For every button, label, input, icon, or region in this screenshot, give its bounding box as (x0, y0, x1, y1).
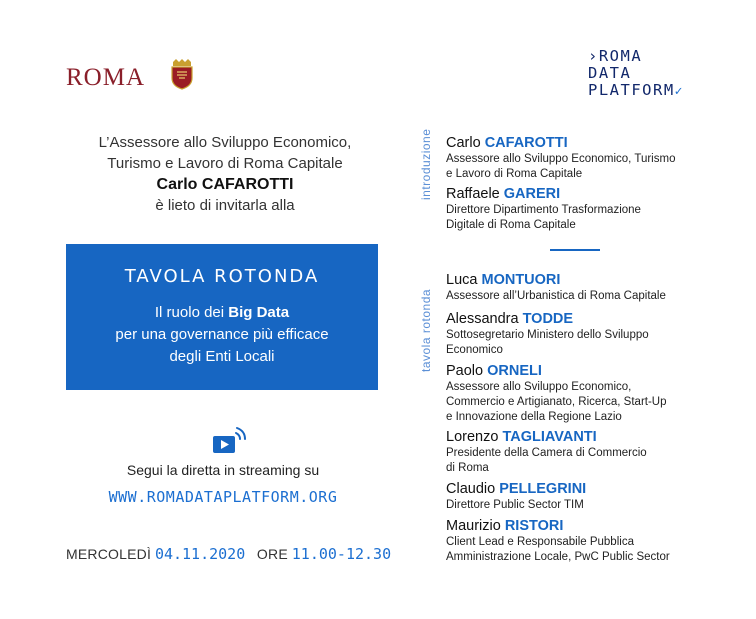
speaker-role: Assessore allo Sviluppo Economico, Turismo (446, 153, 676, 165)
streaming-text: Segui la diretta in streaming su (126, 462, 320, 478)
event-line-2: per una governance più efficace (115, 326, 329, 343)
event-line-1-bold: Big Data (228, 304, 290, 321)
date-time-line (66, 545, 391, 563)
speaker-ristori (446, 517, 736, 565)
speaker-todde (446, 310, 736, 358)
speaker-last-name: ORNELI (487, 363, 542, 379)
speaker-pellegrini (446, 480, 736, 513)
speaker-role: Assessore allo Sviluppo Economico, (446, 381, 632, 393)
event-box (66, 244, 378, 390)
event-line-3: degli Enti Locali (169, 348, 275, 365)
speaker-last-name: RISTORI (504, 518, 564, 534)
speaker-role: di Roma (446, 462, 489, 474)
invite-name: Carlo CAFAROTTI (156, 176, 294, 193)
speaker-first-name: Paolo (446, 363, 484, 379)
roma-crest-icon (170, 58, 194, 90)
speaker-cafarotti (446, 134, 736, 182)
invite-line-1: L’Assessore allo Sviluppo Economico, (98, 134, 352, 151)
event-title: TAVOLA ROTONDA (124, 266, 320, 287)
speaker-role: Presidente della Camera di Commercio (446, 447, 647, 459)
time-label: ORE (256, 546, 288, 562)
speaker-orneli (446, 362, 736, 425)
event-date: 04.11.2020 (154, 545, 246, 563)
speaker-role: Amministrazione Locale, PwC Public Sector (446, 551, 670, 563)
invite-line-4: è lieto di invitarla alla (155, 197, 295, 214)
speaker-role: Direttore Public Sector TIM (446, 499, 584, 511)
video-streaming-icon (212, 426, 248, 456)
speaker-tagliavanti (446, 428, 736, 476)
speaker-first-name: Luca (446, 272, 478, 288)
rdp-logo-line2: DATA (588, 64, 632, 82)
invitation-text (60, 132, 390, 216)
rdp-logo-line1: ›ROMA (588, 47, 643, 65)
speaker-montuori (446, 271, 736, 304)
speaker-role: Assessore all’Urbanistica di Roma Capitale (446, 290, 666, 302)
event-time: 11.00-12.30 (291, 545, 392, 563)
speaker-role: Direttore Dipartimento Trasformazione (446, 204, 641, 216)
section-label-introduzione: introduzione (419, 128, 433, 200)
roma-data-platform-logo (588, 48, 684, 100)
speaker-role: Sottosegretario Ministero dello Sviluppo (446, 329, 649, 341)
speaker-first-name: Lorenzo (446, 429, 499, 445)
speaker-last-name: TODDE (522, 311, 574, 327)
speaker-gareri (446, 185, 736, 233)
speaker-last-name: GARERI (503, 186, 561, 202)
invite-line-2: Turismo e Lavoro di Roma Capitale (107, 155, 343, 172)
speaker-first-name: Maurizio (446, 518, 501, 534)
speaker-role: Client Lead e Responsabile Pubblica (446, 536, 634, 548)
speaker-role: e Innovazione della Regione Lazio (446, 411, 622, 423)
speaker-first-name: Claudio (446, 481, 496, 497)
speaker-first-name: Carlo (446, 135, 481, 151)
speaker-last-name: PELLEGRINI (499, 481, 587, 497)
speaker-role: Digitale di Roma Capitale (446, 219, 576, 231)
speaker-first-name: Raffaele (446, 186, 500, 202)
streaming-link[interactable]: WWW.ROMADATAPLATFORM.ORG (108, 488, 338, 506)
speaker-role: Economico (446, 344, 503, 356)
rdp-logo-line3: PLATFORM (588, 81, 675, 99)
speaker-last-name: CAFAROTTI (484, 135, 568, 151)
roma-logo-text: ROMA (66, 64, 146, 91)
speaker-first-name: Alessandra (446, 311, 519, 327)
section-divider (550, 249, 600, 251)
speaker-last-name: MONTUORI (481, 272, 561, 288)
day-label: MERCOLEDÌ (66, 546, 152, 562)
event-subtitle (66, 302, 378, 368)
speaker-role: Commercio e Artigianato, Ricerca, Start-Up (446, 396, 667, 408)
speaker-last-name: TAGLIAVANTI (502, 429, 597, 445)
speaker-role: e Lavoro di Roma Capitale (446, 168, 583, 180)
section-label-tavola-rotonda: tavola rotonda (419, 288, 433, 372)
check-icon: ✓ (674, 84, 684, 99)
event-line-1-pre: Il ruolo dei (154, 304, 229, 321)
